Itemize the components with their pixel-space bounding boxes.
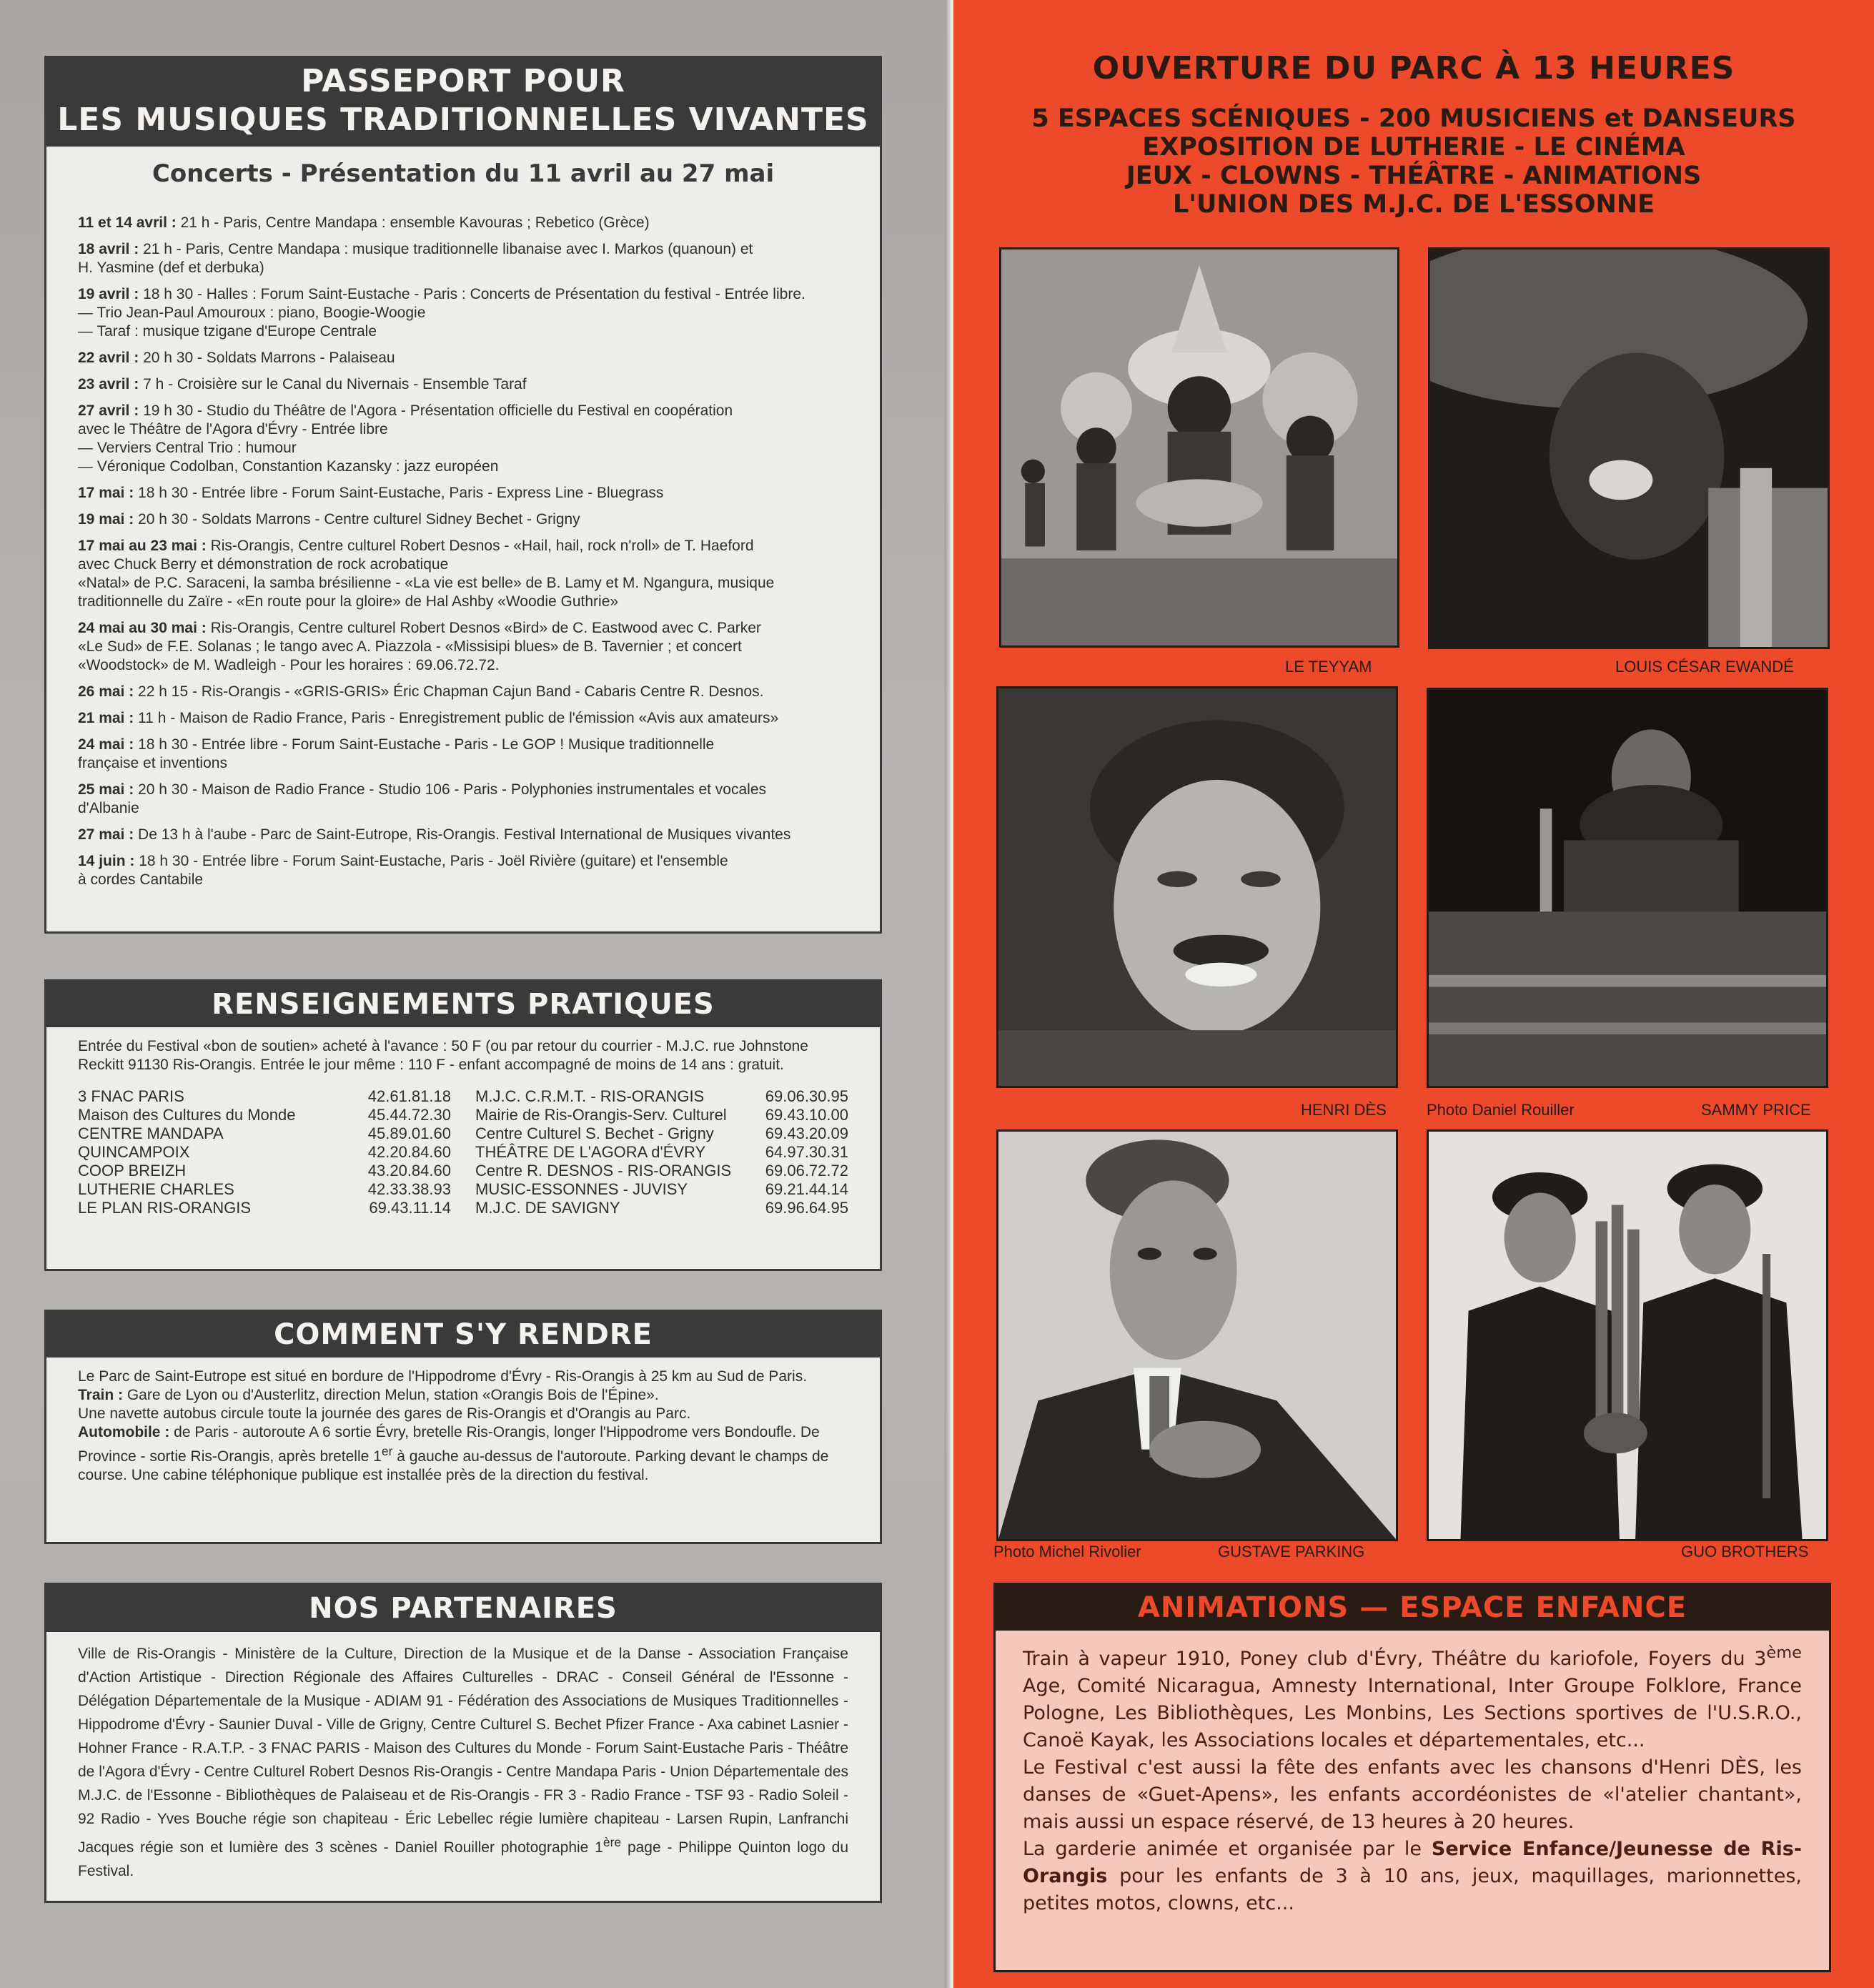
contact-name: Maison des Cultures du Monde [78, 1106, 296, 1124]
animations-box [993, 1583, 1831, 1972]
event-line [78, 402, 848, 420]
event-item [78, 683, 848, 701]
contact-row [78, 1106, 451, 1124]
auto-sup: er [381, 1444, 393, 1458]
contact-phone: 64.97.30.31 [765, 1143, 848, 1161]
event-line [78, 240, 848, 259]
event-item [78, 709, 848, 728]
contacts-column-2 [475, 1087, 848, 1217]
event-line [78, 593, 848, 611]
animations-p1a: Train à vapeur 1910, Poney club d'Évry, Théâtre du kariofole, Foyers du 3 [1023, 1648, 1767, 1670]
event-item [78, 240, 848, 277]
contact-name: Centre Culturel S. Bechet - Grigny [475, 1124, 714, 1142]
caption-credit-rouiller: Photo Daniel Rouiller [1427, 1101, 1575, 1119]
contact-row [475, 1087, 848, 1106]
ewande-portrait-image [1430, 249, 1828, 647]
contact-phone: 45.44.72.30 [367, 1106, 451, 1124]
event-text: traditionnelle du Zaïre - «En route pour la gloire» de Hal Ashby «Woodie Guthrie» [78, 593, 619, 610]
event-item [78, 736, 848, 773]
event-text: 18 h 30 - Entrée libre - Forum Saint-Eustache, Paris - Joël Rivière (guitare) et l'ensemble [134, 853, 728, 869]
contact-phone: 69.43.11.14 [369, 1199, 451, 1217]
contact-phone: 45.89.01.60 [367, 1124, 451, 1142]
contact-phone: 69.43.20.09 [765, 1124, 848, 1142]
renseignements-title: RENSEIGNEMENTS PRATIQUES [46, 981, 880, 1027]
partenaires-body [46, 1632, 880, 1883]
event-line [78, 683, 848, 701]
animations-p1b: Age, Comité Nicaragua, Amnesty International, Inter Groupe Folklore, France Pologne, Les Bibliothèques, Les Monbins, Les Sections sportives de l'U.S.R.O., Canoë Kayak, les Associations locales et départementales, etc... [1023, 1675, 1802, 1751]
photo-ewande [1428, 247, 1830, 649]
contact-name: COOP BREIZH [78, 1162, 187, 1180]
contact-row [475, 1106, 848, 1124]
event-item [78, 781, 848, 818]
contact-phone: 69.06.72.72 [765, 1162, 848, 1180]
event-line [78, 656, 848, 675]
partenaires-list-end: page - Philippe Quinton logo du Festival. [78, 1839, 848, 1879]
contact-name: LE PLAN RIS-ORANGIS [78, 1199, 252, 1217]
contact-phone: 69.21.44.14 [765, 1180, 848, 1198]
event-line [78, 458, 848, 476]
contact-row [475, 1180, 848, 1199]
animations-p3c: pour les enfants de 3 à 10 ans, jeux, maquillages, marionnettes, petites motos, clowns, etc... [1023, 1865, 1802, 1914]
gustave-parking-portrait-image [998, 1132, 1396, 1539]
caption-credit-rivolier: Photo Michel Rivolier [993, 1543, 1141, 1561]
photo-sammy [1427, 688, 1828, 1088]
caption-henri: HENRI DÈS [1301, 1101, 1387, 1119]
event-line [78, 799, 848, 818]
event-item [78, 537, 848, 611]
teyyam-dancers-image [1001, 249, 1397, 646]
event-text: 18 h 30 - Halles : Forum Saint-Eustache - Paris : Concerts de Présentation du festival - Entrée libre. [139, 286, 805, 302]
caption-teyyam: LE TEYYAM [1285, 658, 1372, 676]
event-line [78, 537, 848, 555]
event-text: De 13 h à l'aube - Parc de Saint-Eutrope, Ris-Orangis. Festival International de Musiques vivantes [134, 826, 791, 843]
comment-train [78, 1386, 848, 1405]
contact-row [78, 1180, 451, 1199]
event-item [78, 619, 848, 675]
event-line [78, 439, 848, 458]
event-item [78, 349, 848, 367]
event-line [78, 574, 848, 593]
auto-text: de Paris - autoroute A 6 sortie Évry, bretelle Ris-Orangis, longer l'Hippodrome vers Bondoufle. De Province - sortie Ris-Orangis, après bretelle 1 [78, 1424, 820, 1465]
renseignements-body [46, 1027, 880, 1217]
contact-row [475, 1124, 848, 1143]
caption-ewande: LOUIS CÉSAR EWANDÉ [1615, 658, 1794, 676]
event-text: — Verviers Central Trio : humour [78, 440, 297, 456]
animations-p3b: Service Enfance/Jeunesse de Ris-Orangis [1023, 1838, 1802, 1887]
contact-row [78, 1087, 451, 1106]
passeport-header [46, 58, 880, 147]
event-text: «Woodstock» de M. Wadleigh - Pour les horaires : 69.06.72.72. [78, 657, 500, 673]
comment-title: COMMENT S'Y RENDRE [46, 1312, 880, 1358]
event-item [78, 852, 848, 889]
event-item [78, 214, 848, 232]
event-text: avec Chuck Berry et démonstration de rock acrobatique [78, 556, 449, 573]
animations-title: ANIMATIONS — ESPACE ENFANCE [996, 1585, 1829, 1631]
right-highlight-line: JEUX - CLOWNS - THÉÂTRE - ANIMATIONS [1126, 162, 1702, 190]
event-text: 21 h - Paris, Centre Mandapa : ensemble Kavouras ; Rebetico (Grèce) [176, 214, 650, 231]
event-text: française et inventions [78, 755, 227, 771]
event-line [78, 709, 848, 728]
event-item [78, 285, 848, 341]
henri-des-portrait-image [998, 688, 1396, 1086]
caption-sammy: SAMMY PRICE [1701, 1101, 1811, 1119]
comment-automobile [78, 1423, 848, 1485]
contact-name: LUTHERIE CHARLES [78, 1180, 234, 1198]
passeport-title-line2: LES MUSIQUES TRADITIONNELLES VIVANTES [57, 102, 869, 138]
contact-name: Centre R. DESNOS - RIS-ORANGIS [475, 1162, 732, 1180]
event-text: 7 h - Croisière sur le Canal du Nivernais - Ensemble Taraf [139, 376, 527, 392]
caption-guo: GUO BROTHERS [1681, 1543, 1809, 1561]
event-date: 19 mai : [78, 511, 134, 528]
event-item [78, 484, 848, 503]
event-text: Ris-Orangis, Centre culturel Robert Desnos - «Hail, hail, rock n'roll» de T. Haeford [206, 538, 754, 554]
event-date: 26 mai : [78, 683, 134, 700]
event-text: Ris-Orangis, Centre culturel Robert Desnos «Bird» de C. Eastwood avec C. Parker [206, 620, 761, 636]
event-text: — Véronique Codolban, Constantion Kazansky : jazz européen [78, 458, 499, 475]
event-date: 24 mai : [78, 736, 134, 753]
event-item [78, 402, 848, 476]
event-line [78, 214, 848, 232]
photo-guo [1427, 1129, 1828, 1541]
guo-brothers-portrait-image [1429, 1132, 1826, 1539]
event-line [78, 484, 848, 503]
event-item [78, 510, 848, 529]
contact-phone: 43.20.84.60 [367, 1162, 451, 1180]
train-label: Train : [78, 1387, 124, 1403]
contact-phone: 69.96.64.95 [765, 1199, 848, 1217]
contact-phone: 42.33.38.93 [367, 1180, 451, 1198]
auto-label: Automobile : [78, 1424, 170, 1440]
train-text: Gare de Lyon ou d'Austerlitz, direction Melun, station «Orangis Bois de l'Épine». [123, 1387, 659, 1403]
contact-phone: 42.20.84.60 [367, 1143, 451, 1161]
contact-row [475, 1143, 848, 1162]
event-text: 20 h 30 - Soldats Marrons - Palaiseau [139, 350, 395, 366]
event-text: H. Yasmine (def et derbuka) [78, 259, 264, 276]
contact-row [78, 1199, 451, 1217]
event-line [78, 826, 848, 844]
animations-p1-sup: ème [1766, 1643, 1802, 1662]
contacts-list [78, 1087, 848, 1217]
event-text: «Natal» de P.C. Saraceni, la samba brésilienne - «La vie est belle» de B. Lamy et M. Ngangura, musique [78, 575, 775, 591]
contact-phone: 69.06.30.95 [765, 1087, 848, 1105]
contact-row [475, 1199, 848, 1217]
passeport-title-line1: PASSEPORT POUR [301, 63, 625, 99]
comment-location: Le Parc de Saint-Eutrope est situé en bordure de l'Hippodrome d'Évry - Ris-Orangis à 25 km au Sud de Paris. [78, 1368, 808, 1385]
comment-navette: Une navette autobus circule toute la journée des gares de Ris-Orangis et d'Orangis au Parc. [78, 1405, 691, 1422]
event-item [78, 826, 848, 844]
contact-name: THÉÂTRE DE L'AGORA d'ÉVRY [475, 1143, 706, 1161]
contact-row [78, 1143, 451, 1162]
event-line [78, 349, 848, 367]
auto-text-2: à gauche au-dessus de l'autoroute. Parking devant le champs de course. Une cabine téléphonique publique est installée près de la direction du festival. [78, 1448, 829, 1483]
comment-box [44, 1310, 882, 1544]
event-date: 23 avril : [78, 376, 139, 392]
animations-p1 [1023, 1639, 1802, 1754]
event-text: 20 h 30 - Maison de Radio France - Studio 106 - Paris - Polyphonies instrumentales et vocales [134, 781, 767, 798]
event-line [78, 871, 848, 889]
event-line [78, 322, 848, 341]
partenaires-text [78, 1642, 848, 1883]
event-line [78, 781, 848, 799]
event-date: 27 avril : [78, 402, 139, 419]
event-text: «Le Sud» de F.E. Solanas ; le tango avec A. Piazzola - «Missisipi blues» de B. Tavernier ; et concert [78, 638, 742, 655]
caption-gustave: GUSTAVE PARKING [1218, 1543, 1365, 1561]
event-line [78, 259, 848, 277]
event-line [78, 638, 848, 656]
event-line [78, 304, 848, 322]
event-date: 24 mai au 30 mai : [78, 620, 207, 636]
renseignements-intro: Entrée du Festival «bon de soutien» acheté à l'avance : 50 F (ou par retour du courrier - M.J.C. rue Johnstone Reckitt 91130 Ris-Orangis. Entrée le jour même : 110 F - enfant accompagné de moins de 14 ans : gratuit. [78, 1038, 808, 1073]
event-list [46, 204, 880, 889]
partenaires-sup: ère [603, 1835, 622, 1849]
passeport-subtitle: Concerts - Présentation du 11 avril au 27 mai [152, 159, 775, 188]
partenaires-title: NOS PARTENAIRES [46, 1585, 880, 1632]
event-item [78, 375, 848, 394]
event-text: avec le Théâtre de l'Agora d'Évry - Entrée libre [78, 421, 388, 437]
event-line [78, 375, 848, 394]
right-highlight-line: L'UNION DES M.J.C. DE L'ESSONNE [1172, 190, 1655, 219]
contact-name: MUSIC-ESSONNES - JUVISY [475, 1180, 688, 1198]
event-line [78, 754, 848, 773]
event-line [78, 852, 848, 871]
event-date: 19 avril : [78, 286, 139, 302]
sammy-price-portrait-image [1429, 690, 1826, 1086]
contact-phone: 69.43.10.00 [765, 1106, 848, 1124]
event-date: 22 avril : [78, 350, 139, 366]
event-text: 20 h 30 - Soldats Marrons - Centre culturel Sidney Bechet - Grigny [134, 511, 580, 528]
contact-name: CENTRE MANDAPA [78, 1124, 224, 1142]
right-title: OUVERTURE DU PARC À 13 HEURES [1092, 50, 1735, 86]
event-date: 25 mai : [78, 781, 134, 798]
event-line [78, 510, 848, 529]
event-text: 18 h 30 - Entrée libre - Forum Saint-Eustache - Paris - Le GOP ! Musique traditionnelle [134, 736, 715, 753]
event-line [78, 736, 848, 754]
photo-gustave [996, 1129, 1398, 1541]
partenaires-list: Ville de Ris-Orangis - Ministère de la Culture, Direction de la Musique et de la Danse - Association Française d'Action Artistique - Direction Régionale des Affaires Culturelles - DRAC - Conseil Général de l'Essonne - Délégation Départementale de la Musique - ADIAM 91 - Fédération des Associations de Musiques Traditionnelles - Hippodrome d'Évry - Saunier Duval - Ville de Grigny, Centre Culturel S. Bechet Pfizer France - Axa cabinet Lasnier - Hohner France - R.A.T.P. - 3 FNAC PARIS - Maison des Cultures du Monde - Forum Saint-Eustache Paris - Théâtre de l'Agora d'Évry - Centre Culturel Robert Desnos Ris-Orangis - Centre Mandapa Paris - Union Départementale des M.J.C. de l'Essonne - Bibliothèques de Palaiseau et de Ris-Orangis - FR 3 - Radio France - TSF 93 - Radio Soleil - 92 Radio - Yves Bouche régie son chapiteau - Éric Lebellec régie lumière chapiteau - Larsen Rupin, Lanfranchi Jacques régie son et lumière des 3 scènes - Daniel Rouiller photographie 1 [78, 1646, 848, 1856]
animations-p3a: La garderie animée et organisée par le [1023, 1838, 1432, 1860]
contact-name: M.J.C. C.R.M.T. - RIS-ORANGIS [475, 1087, 705, 1105]
event-text: — Trio Jean-Paul Amouroux : piano, Boogie-Woogie [78, 305, 426, 321]
event-date: 18 avril : [78, 241, 139, 257]
contact-name: 3 FNAC PARIS [78, 1087, 184, 1105]
event-text: 21 h - Paris, Centre Mandapa : musique traditionnelle libanaise avec I. Markos (quanoun) et [139, 241, 753, 257]
event-line [78, 420, 848, 439]
event-text: 11 h - Maison de Radio France, Paris - Enregistrement public de l'émission «Avis aux amateurs» [134, 710, 779, 726]
event-text: d'Albanie [78, 800, 139, 816]
passeport-box [44, 56, 882, 934]
contact-phone: 42.61.81.18 [367, 1087, 451, 1105]
animations-p2: Le Festival c'est aussi la fête des enfants avec les chansons d'Henri DÈS, les danses de «Guet-Apens», les enfants accordéonistes de «l'atelier chantant», mais aussi un espace réservé, de 13 heures à 20 heures. [1023, 1756, 1802, 1833]
event-text: 22 h 15 - Ris-Orangis - «GRIS-GRIS» Éric Chapman Cajun Band - Cabaris Centre R. Desnos. [134, 683, 764, 700]
right-highlight-line: EXPOSITION DE LUTHERIE - LE CINÉMA [1142, 133, 1685, 162]
event-text: à cordes Cantabile [78, 871, 204, 888]
right-highlights [953, 104, 1874, 219]
right-highlight-line: 5 ESPACES SCÉNIQUES - 200 MUSICIENS et DANSEURS [1031, 104, 1796, 133]
event-text: 18 h 30 - Entrée libre - Forum Saint-Eustache, Paris - Express Line - Bluegrass [134, 485, 664, 501]
event-date: 11 et 14 avril : [78, 214, 177, 231]
animations-body [996, 1631, 1829, 1917]
animations-p3 [1023, 1836, 1802, 1917]
contacts-column-1 [78, 1087, 451, 1217]
contact-row [475, 1162, 848, 1180]
contact-name: QUINCAMPOIX [78, 1143, 190, 1161]
event-date: 21 mai : [78, 710, 134, 726]
contact-name: Mairie de Ris-Orangis-Serv. Culturel [475, 1106, 727, 1124]
photo-henri [996, 686, 1398, 1088]
event-text: 19 h 30 - Studio du Théâtre de l'Agora - Présentation officielle du Festival en coopération [139, 402, 733, 419]
photo-teyyam [999, 247, 1399, 648]
partenaires-box [44, 1583, 882, 1903]
comment-body [46, 1358, 880, 1485]
event-line [78, 555, 848, 574]
event-date: 17 mai au 23 mai : [78, 538, 207, 554]
event-line [78, 619, 848, 638]
contact-row [78, 1124, 451, 1143]
contact-row [78, 1162, 451, 1180]
event-text: — Taraf : musique tzigane d'Europe Centrale [78, 323, 377, 340]
event-line [78, 285, 848, 304]
event-date: 14 juin : [78, 853, 135, 869]
event-date: 27 mai : [78, 826, 134, 843]
contact-name: M.J.C. DE SAVIGNY [475, 1199, 620, 1217]
renseignements-box [44, 979, 882, 1271]
event-date: 17 mai : [78, 485, 134, 501]
